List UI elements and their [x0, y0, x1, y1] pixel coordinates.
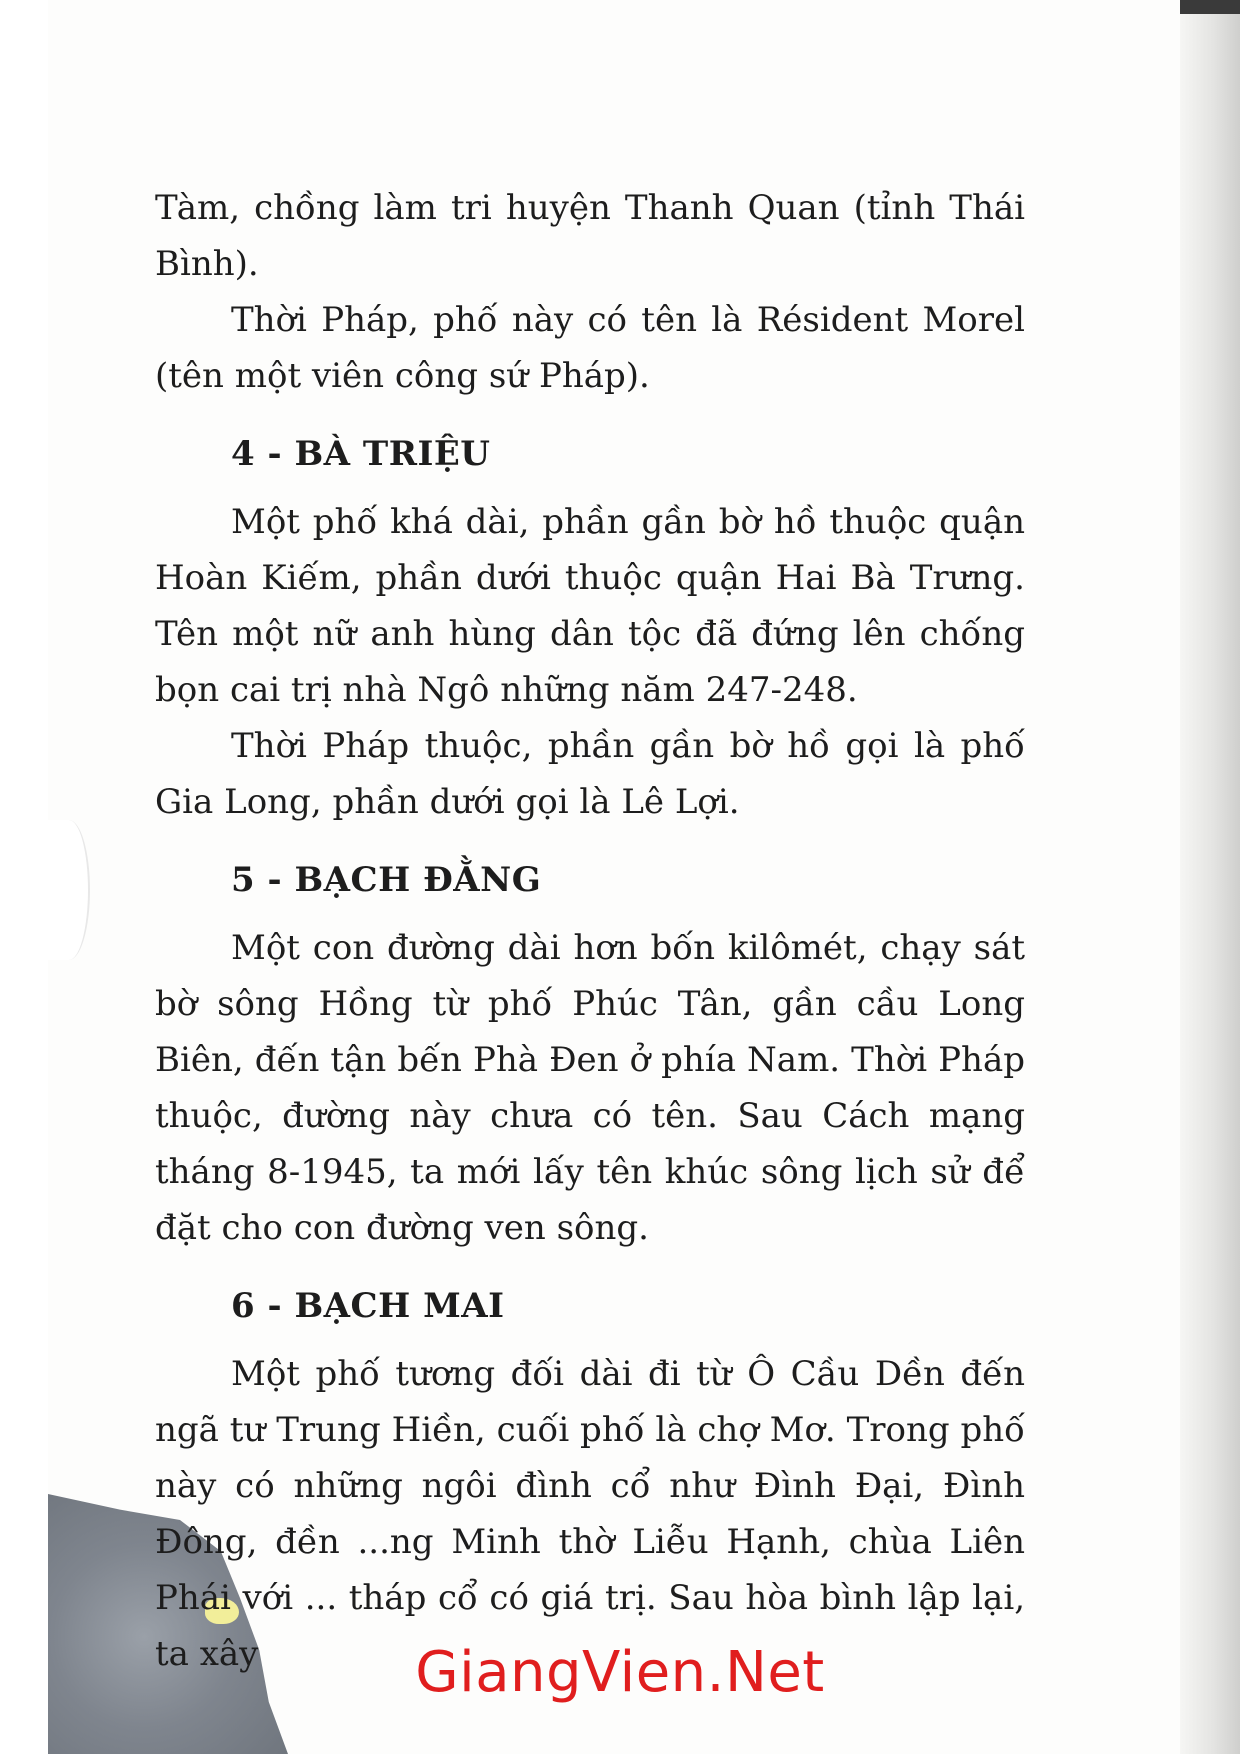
watermark: GiangVien.Net [415, 1640, 825, 1705]
torn-edge-notch [48, 820, 90, 960]
intro-paragraph-1: Tàm, chồng làm tri huyện Thanh Quan (tỉnh Thái Bình). [155, 188, 1025, 284]
intro-paragraph-2: Thời Pháp, phố này có tên là Résident Morel (tên một viên công sứ Pháp). [155, 300, 1025, 396]
section-paragraph: Thời Pháp thuộc, phần gần bờ hồ gọi là phố Gia Long, phần dưới gọi là Lê Lợi. [155, 726, 1025, 822]
section-paragraph: Một phố khá dài, phần gần bờ hồ thuộc quận Hoàn Kiếm, phần dưới thuộc quận Hai Bà Trưng. Tên một nữ anh hùng dân tộc đã đứng lên chống bọn cai trị nhà Ngô những năm 247-248. [155, 502, 1025, 710]
page-binding-shadow [1180, 0, 1240, 1754]
section-paragraph: Một con đường dài hơn bốn kilômét, chạy sát bờ sông Hồng từ phố Phúc Tân, gần cầu Long Biên, đến tận bến Phà Đen ở phía Nam. Thời Pháp thuộc, đường này chưa có tên. Sau Cách mạng tháng 8-1945, ta mới lấy tên khúc sông lịch sử để đặt cho con đường ven sông. [155, 928, 1025, 1248]
section-paragraph: Một phố tương đối dài đi từ Ô Cầu Dền đến ngã tư Trung Hiền, cuối phố là chợ Mơ. Trong phố này có những ngôi đình cổ như Đình Đại, Đình Đông, đền ...ng Minh thờ Liễu Hạnh, chùa Liên Phái với ... tháp cổ có giá trị. Sau hòa bình lập lại, ta xây [155, 1354, 1025, 1674]
section-heading-bach-mai: 6 - BẠCH MAI [231, 1286, 505, 1326]
section-heading-bach-dang: 5 - BẠCH ĐẰNG [231, 860, 542, 900]
scan-corner-mark [1180, 0, 1240, 14]
page-text [155, 180, 1025, 1682]
section-heading-ba-trieu: 4 - BÀ TRIỆU [231, 434, 491, 474]
page-left-margin [0, 0, 48, 1754]
